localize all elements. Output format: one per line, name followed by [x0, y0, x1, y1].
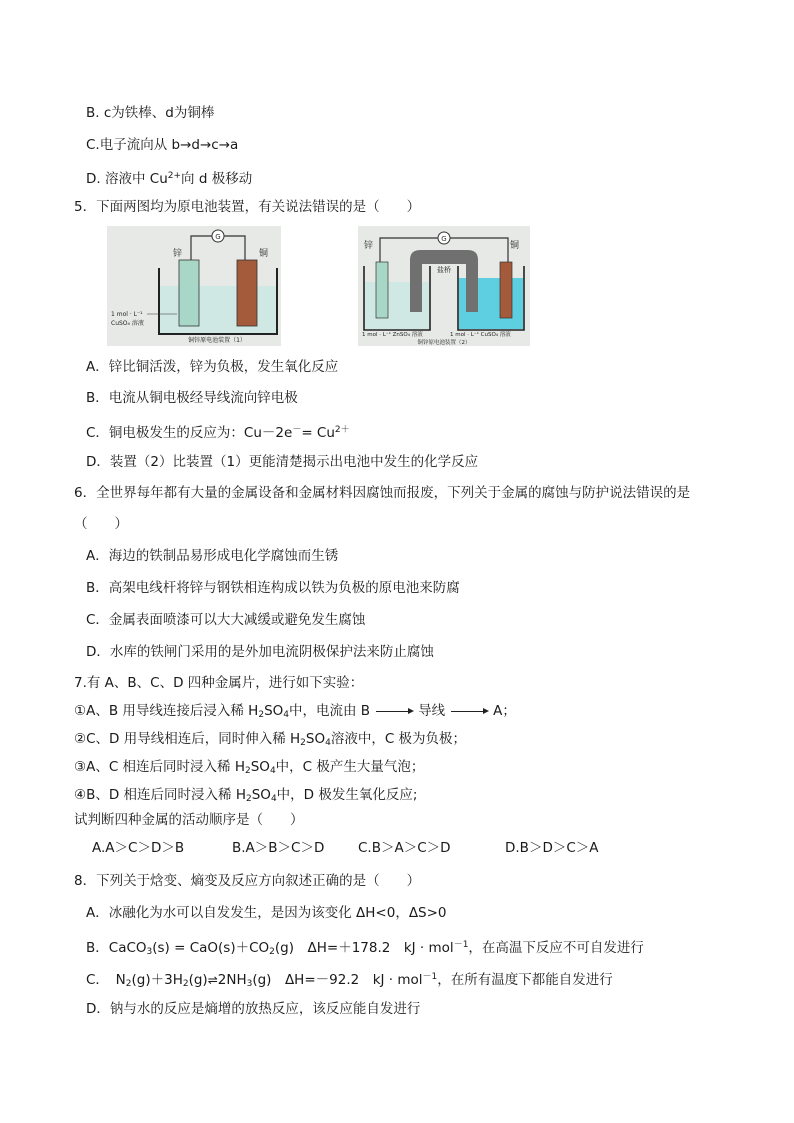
- q8-option-d: D．钠与水的反应是熵增的放热反应，该反应能自发进行: [86, 1001, 421, 1017]
- salt-bridge-label: 盐桥: [437, 266, 451, 274]
- q7-experiment-4: ④B、D 相连后同时浸入稀 $H_2SO_4$中，D 极发生氧化反应;: [74, 787, 418, 804]
- q7-option-b: B.A＞B＞C＞D: [232, 840, 325, 856]
- q4-option-b: B. c为铁棒、d为铜棒: [86, 105, 215, 121]
- q6-option-a: A．海边的铁制品易形成电化学腐蚀而生锈: [86, 548, 339, 564]
- q4-option-c: C.电子流向从 b→d→c→a: [86, 137, 239, 153]
- q5-option-b: B．电流从铜电极经导线流向锌电极: [86, 390, 298, 406]
- solution-conc: 1 mol · L⁻¹: [111, 311, 143, 318]
- q7-experiment-2: ②C、D 用导线相连后，同时伸入稀 $H_2SO_4$溶液中，C 极为负极；: [74, 731, 467, 748]
- copper-label: 铜: [510, 241, 520, 251]
- q5-option-a: A．锌比铜活泼，锌为负极，发生氧化反应: [86, 359, 339, 375]
- q5-figure-2: [358, 226, 530, 346]
- zinc-label: 锌: [173, 249, 183, 259]
- q7-option-d: D.B＞D＞C＞A: [505, 840, 599, 856]
- q6-option-b: B．高架电线杆将锌与钢铁相连构成以铁为负极的原电池来防腐: [86, 580, 460, 596]
- arrow-icon: [376, 711, 412, 712]
- zinc-label: 锌: [364, 241, 374, 251]
- q6-option-d: D．水库的铁闸门采用的是外加电流阴极保护法来防止腐蚀: [86, 644, 434, 660]
- q7-experiment-1: ①A、B 用导线连接后浸入稀 $H_2SO_4$中，电流由 B 导线 A；: [74, 703, 516, 720]
- q5-figure-1: [107, 226, 281, 346]
- q5-option-c: C．铜电极发生的反应为：$Cu-2e^-= Cu^{2+}$: [86, 425, 350, 441]
- solution-name: CuSO₄ 溶液: [111, 320, 144, 327]
- copper-label: 铜: [259, 249, 269, 259]
- equilibrium-arrow-icon: ⇌: [207, 973, 218, 987]
- q7-question: 试判断四种金属的活动顺序是（ ）: [74, 812, 304, 828]
- q4-option-d: D. 溶液中 $Cu^{2+}$向 d 极移动: [86, 171, 253, 187]
- q8-option-c: C． $N_2(g)+3H_2(g)\rightleftharpoons 2NH_3(g)$ ΔH=－92.2 kJ · mol$^{-1}$，在所有温度下都能自发进行: [86, 972, 613, 989]
- q6-stem-line1: 6．全世界每年都有大量的金属设备和金属材料因腐蚀而报废，下列关于金属的腐蚀与防护说法错误的是: [74, 485, 691, 501]
- q8-option-a: A．冰融化为水可以自发发生，是因为该变化 ΔH<0，ΔS>0: [86, 905, 447, 921]
- q8-option-b: B．CaCO$_3$(s) = $CaO(s)+CO_2(g)$ ΔH=＋178.2 kJ · mol$^{-1}$，在高温下反应不可自发进行: [86, 940, 644, 957]
- q7-option-c: C.B＞A＞C＞D: [358, 840, 451, 856]
- q6-stem-line2: （ ）: [74, 516, 128, 532]
- figure-caption: 铜锌原电池装置（2）: [417, 340, 471, 346]
- left-solution: 1 mol · L⁻¹ ZnSO₄ 溶液: [362, 332, 423, 338]
- galvanometer-label: G: [441, 235, 447, 243]
- arrow-icon: [451, 711, 487, 712]
- figure-caption: 铜锌原电池装置（1）: [188, 337, 246, 344]
- right-solution: 1 mol · L⁻¹ CuSO₄ 溶液: [450, 332, 511, 338]
- q5-stem: 5．下面两图均为原电池装置，有关说法错误的是（ ）: [74, 199, 421, 215]
- galvanometer-label: G: [215, 233, 221, 241]
- q6-option-c: C．金属表面喷漆可以大大减缓或避免发生腐蚀: [86, 612, 366, 628]
- q8-stem: 8．下列关于焓变、熵变及反应方向叙述正确的是（ ）: [74, 873, 421, 889]
- q7-stem: 7.有 A、B、C、D 四种金属片，进行如下实验：: [74, 675, 364, 691]
- q7-option-a: A.A＞C＞D＞B: [92, 840, 185, 856]
- q7-experiment-3: ③A、C 相连后同时浸入稀 $H_2SO_4$中，C 极产生大量气泡；: [74, 759, 425, 776]
- q5-option-d: D．装置（2）比装置（1）更能清楚揭示出电池中发生的化学反应: [86, 454, 479, 470]
